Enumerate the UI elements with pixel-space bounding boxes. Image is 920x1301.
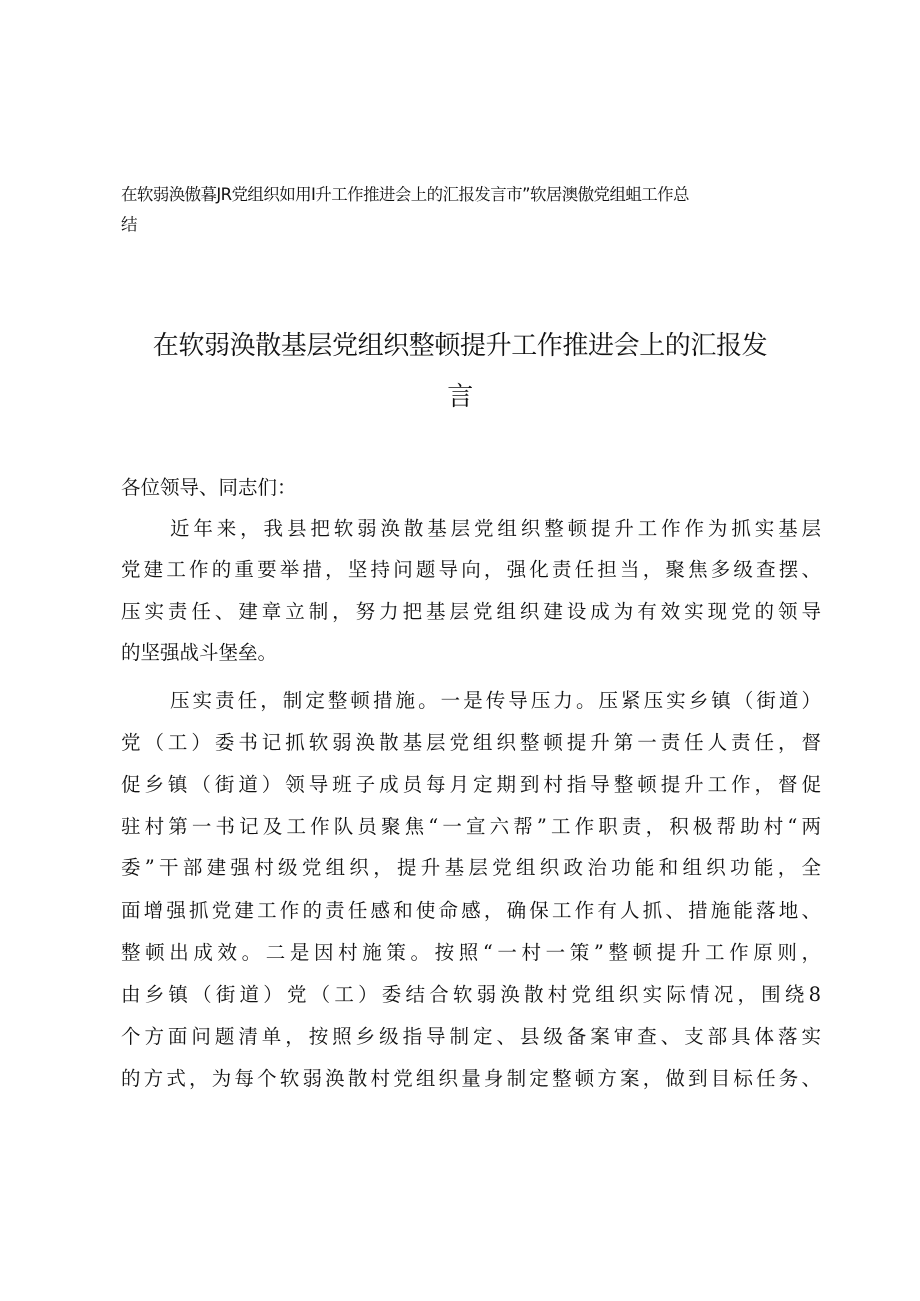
header-line-2: 结 (121, 215, 137, 234)
paragraph-2-line: 整顿出成效。二是因村施策。按照“一村一策”整顿提升工作原则， (121, 941, 821, 964)
paragraph-1-line: 压实责任、建章立制，努力把基层党组织建设成为有效实现党的领导 (121, 600, 821, 623)
paragraph-1-line: 近年来，我县把软弱涣散基层党组织整顿提升工作作为抓实基层 (170, 517, 821, 540)
paragraph-1-line: 的坚强战斗堡垒。 (121, 641, 278, 664)
paragraph-2-line: 由乡镇（街道）党（工）委结合软弱涣散村党组织实际情况，围绕8 (121, 983, 821, 1006)
paragraph-2-line: 个方面问题清单，按照乡级指导制定、县级备案审查、支部具体落实 (121, 1025, 821, 1048)
page-title-line-1: 在软弱涣散基层党组织整顿提升工作推进会上的汇报发 (152, 331, 768, 361)
paragraph-2-line: 驻村第一书记及工作队员聚焦“一宣六帮”工作职责，积极帮助村“两 (121, 815, 821, 838)
paragraph-2-line: 党（工）委书记抓软弱涣散基层党组织整顿提升第一责任人责任，督 (121, 731, 821, 754)
page-title-line-2: 言 (447, 382, 473, 412)
paragraph-2-line: 的方式，为每个软弱涣散村党组织量身制定整顿方案，做到目标任务、 (121, 1067, 821, 1090)
paragraph-1-line: 党建工作的重要举措，坚持问题导向，强化责任担当，聚焦多级查摆、 (121, 558, 821, 581)
paragraph-2-line: 面增强抓党建工作的责任感和使命感，确保工作有人抓、措施能落地、 (121, 899, 821, 922)
paragraph-2-line: 促乡镇（街道）领导班子成员每月定期到村指导整顿提升工作，督促 (121, 773, 821, 796)
paragraph-2-line: 委”干部建强村级党组织，提升基层党组织政治功能和组织功能，全 (121, 856, 821, 879)
paragraph-2-line: 压实责任，制定整顿措施。一是传导压力。压紧压实乡镇（街道） (170, 689, 821, 712)
header-line-1: 在软弱涣傲暮JR党组织如用I升工作推进会上的汇报发言市”软居澳傲党组蛆工作总 (121, 185, 689, 204)
salutation: 各位领导、同志们： (121, 476, 297, 499)
